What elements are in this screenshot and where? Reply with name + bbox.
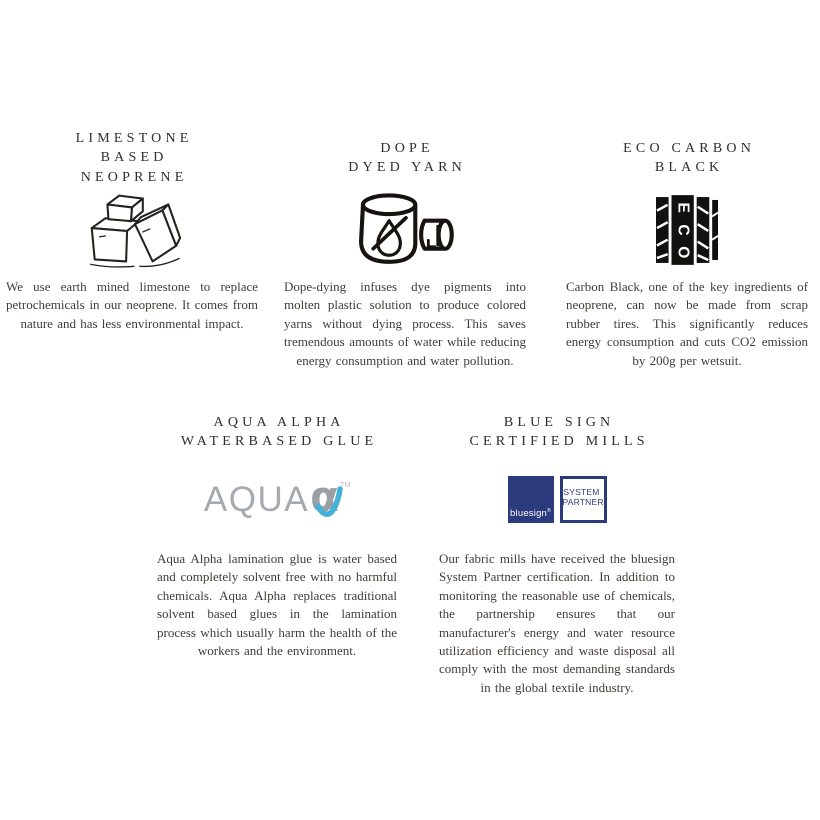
alpha-blue-swoosh-icon	[315, 486, 343, 518]
title-line: BLACK	[654, 160, 724, 175]
bluesign-text: bluesign	[510, 508, 548, 520]
section-body-eco-carbon: Carbon Black, one of the key ingredients of neoprene, can now be made from scrap rubber tires. This significantly reduces energy consumption and cuts CO2 emission by 200g per wetsuit.	[566, 279, 808, 368]
bluesign-logo	[508, 476, 554, 523]
section-dope-dyed-yarn	[284, 130, 526, 370]
section-bluesign-mills	[439, 412, 675, 697]
section-eco-carbon-black	[566, 130, 808, 370]
section-title-dope	[344, 130, 466, 186]
section-body-aqua-alpha: Aqua Alpha lamination glue is water based and completely solvent free with no harmful chemicals. Aqua Alpha replaces traditional solvent based glues in the lamination process which usually harm the health of the workers and the environment.	[157, 551, 397, 659]
title-line: ECO CARBON	[623, 140, 756, 156]
tire-letter: O	[674, 246, 692, 259]
section-title-bluesign	[465, 412, 648, 452]
system-partner-label	[563, 487, 604, 507]
aqua-alpha-logo	[204, 452, 350, 546]
alpha-glyph	[310, 472, 339, 521]
trademark-symbol: TM	[339, 481, 352, 489]
title-line: BLUE SIGN	[503, 414, 615, 430]
registered-mark: ®	[547, 508, 551, 515]
aqua-text: AQUA	[203, 479, 310, 519]
partner-text: PARTNER	[562, 496, 604, 507]
title-line: BASED	[100, 150, 168, 166]
tire-letter: E	[674, 202, 692, 213]
section-aqua-alpha-glue	[157, 412, 397, 660]
yarn-package-no-dye-icon	[346, 186, 464, 274]
title-line: DYED YARN	[348, 160, 466, 175]
bluesign-logo-pair	[508, 476, 607, 523]
tire-tread-eco-icon	[656, 186, 718, 274]
aqua-alpha-wordmark	[203, 472, 352, 521]
section-body-dope: Dope-dying infuses dye pigments into molten plastic solution to produce colored yarns without dying process. This saves tremendous amounts of water while reducing energy consumption and water pollution.	[284, 279, 526, 368]
section-body-bluesign: Our fabric mills have received the bluesign System Partner certification. In addition to monitoring the reasonable use of chemicals, the partnership ensures that our manufacturer's energy and water resource utilization efficiency and waste disposal all comply with the most demanding standards in the global textile industry.	[439, 551, 675, 695]
system-text: SYSTEM	[563, 486, 600, 497]
tire-letter: C	[674, 224, 692, 236]
limestone-rocks-icon	[78, 186, 186, 274]
title-line: DOPE	[380, 140, 434, 156]
section-limestone-based-neoprene	[6, 130, 258, 333]
title-line: AQUA ALPHA	[213, 414, 345, 430]
section-body-limestone: We use earth mined limestone to replace petrochemicals in our neoprene. It comes from nature and has less environmental impact.	[6, 279, 258, 331]
bluesign-system-partner-logos	[508, 452, 607, 546]
section-title-eco-carbon	[619, 130, 755, 186]
alpha-letter: α	[310, 472, 339, 521]
title-line: LIMESTONE	[75, 130, 193, 146]
bluesign-label	[508, 508, 554, 519]
title-line: NEOPRENE	[80, 169, 188, 185]
section-title-aqua-alpha	[177, 412, 378, 452]
system-partner-badge	[560, 476, 607, 523]
section-title-limestone	[71, 130, 192, 186]
title-line: WATERBASED GLUE	[180, 434, 378, 449]
title-line: CERTIFIED MILLS	[469, 434, 649, 449]
